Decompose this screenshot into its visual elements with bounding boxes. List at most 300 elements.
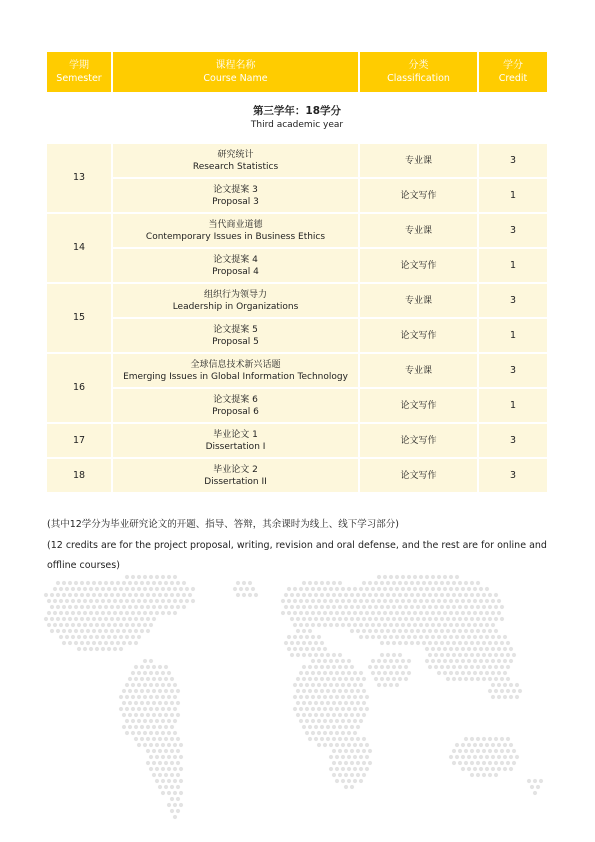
map-dot (302, 581, 306, 585)
map-dot (536, 785, 540, 789)
map-dot (356, 677, 360, 681)
map-dot (353, 707, 357, 711)
map-dot (314, 725, 318, 729)
map-dot (68, 605, 72, 609)
map-dot (350, 785, 354, 789)
map-dot (77, 587, 81, 591)
map-dot (491, 695, 495, 699)
map-dot (452, 665, 456, 669)
map-dot (326, 605, 330, 609)
map-dot (302, 593, 306, 597)
map-dot (377, 599, 381, 603)
map-dot (353, 587, 357, 591)
map-dot (167, 803, 171, 807)
course-classification: 论文写作 (360, 424, 479, 459)
map-dot (341, 719, 345, 723)
map-dot (353, 731, 357, 735)
map-dot (359, 587, 363, 591)
map-dot (533, 779, 537, 783)
map-dot (338, 653, 342, 657)
map-dot (176, 761, 180, 765)
map-dot (311, 647, 315, 651)
course-name-en: Proposal 5 (212, 336, 259, 347)
map-dot (323, 599, 327, 603)
map-dot (335, 719, 339, 723)
header-credit (479, 52, 547, 92)
course-classification: 专业课 (360, 214, 479, 249)
map-dot (182, 581, 186, 585)
map-dot (302, 725, 306, 729)
map-dot (101, 647, 105, 651)
course-name (113, 459, 360, 494)
map-dot (140, 605, 144, 609)
map-dot (293, 707, 297, 711)
map-dot (428, 641, 432, 645)
map-dot (452, 677, 456, 681)
map-dot (125, 683, 129, 687)
map-dot (320, 641, 324, 645)
map-dot (74, 617, 78, 621)
map-dot (434, 617, 438, 621)
map-dot (152, 713, 156, 717)
map-dot (470, 629, 474, 633)
course-name-zh: 论文提案 6 (213, 394, 258, 405)
map-dot (173, 719, 177, 723)
map-dot (161, 575, 165, 579)
map-dot (161, 731, 165, 735)
map-dot (407, 635, 411, 639)
map-dot (470, 665, 474, 669)
map-dot (143, 659, 147, 663)
map-dot (455, 587, 459, 591)
map-dot (470, 605, 474, 609)
map-dot (158, 701, 162, 705)
map-dot (425, 611, 429, 615)
map-dot (368, 617, 372, 621)
map-dot (137, 575, 141, 579)
map-dot (293, 611, 297, 615)
map-dot (299, 719, 303, 723)
map-dot (449, 635, 453, 639)
course-credit: 1 (479, 319, 547, 354)
map-dot (137, 623, 141, 627)
map-dot (497, 671, 501, 675)
map-dot (500, 689, 504, 693)
map-dot (77, 647, 81, 651)
map-dot (293, 587, 297, 591)
map-dot (152, 677, 156, 681)
map-dot (65, 635, 69, 639)
course-name-zh: 论文提案 5 (213, 324, 258, 335)
map-dot (500, 749, 504, 753)
map-dot (410, 629, 414, 633)
map-dot (467, 659, 471, 663)
map-dot (506, 677, 510, 681)
map-dot (389, 587, 393, 591)
map-dot (344, 713, 348, 717)
map-dot (176, 581, 180, 585)
map-dot (53, 611, 57, 615)
map-dot (338, 761, 342, 765)
map-dot (173, 575, 177, 579)
map-dot (62, 641, 66, 645)
map-dot (506, 641, 510, 645)
map-dot (56, 617, 60, 621)
course-name-zh: 组织行为领导力 (203, 289, 267, 300)
map-dot (170, 761, 174, 765)
map-dot (290, 617, 294, 621)
map-dot (464, 665, 468, 669)
map-dot (149, 623, 153, 627)
map-dot (488, 641, 492, 645)
map-dot (314, 701, 318, 705)
map-dot (491, 611, 495, 615)
map-dot (248, 581, 252, 585)
map-dot (497, 659, 501, 663)
map-dot (464, 593, 468, 597)
map-dot (386, 581, 390, 585)
map-dot (434, 629, 438, 633)
map-dot (398, 605, 402, 609)
map-dot (374, 593, 378, 597)
table-row (47, 424, 547, 459)
map-dot (152, 665, 156, 669)
map-dot (395, 635, 399, 639)
map-dot (350, 713, 354, 717)
map-dot (164, 713, 168, 717)
map-dot (398, 593, 402, 597)
map-dot (458, 641, 462, 645)
map-dot (152, 593, 156, 597)
map-dot (320, 725, 324, 729)
table-header-row (47, 52, 547, 92)
map-dot (500, 641, 504, 645)
map-dot (464, 653, 468, 657)
map-dot (146, 701, 150, 705)
map-dot (320, 689, 324, 693)
map-dot (161, 743, 165, 747)
map-dot (503, 659, 507, 663)
map-dot (398, 677, 402, 681)
map-dot (506, 737, 510, 741)
map-dot (68, 629, 72, 633)
map-dot (305, 623, 309, 627)
map-dot (347, 743, 351, 747)
map-dot (368, 605, 372, 609)
table-row (47, 144, 547, 179)
map-dot (341, 623, 345, 627)
map-dot (446, 653, 450, 657)
map-dot (83, 647, 87, 651)
map-dot (470, 773, 474, 777)
map-dot (107, 635, 111, 639)
map-dot (158, 749, 162, 753)
map-dot (491, 743, 495, 747)
map-dot (146, 629, 150, 633)
map-dot (323, 671, 327, 675)
map-dot (80, 593, 84, 597)
map-dot (299, 611, 303, 615)
map-dot (110, 629, 114, 633)
map-dot (323, 731, 327, 735)
map-dot (326, 737, 330, 741)
map-dot (359, 779, 363, 783)
map-dot (254, 593, 258, 597)
map-dot (341, 767, 345, 771)
map-dot (434, 653, 438, 657)
map-dot (371, 587, 375, 591)
map-dot (434, 665, 438, 669)
map-dot (287, 635, 291, 639)
map-dot (425, 635, 429, 639)
map-dot (326, 665, 330, 669)
map-dot (491, 755, 495, 759)
map-dot (377, 611, 381, 615)
map-dot (140, 593, 144, 597)
map-dot (512, 749, 516, 753)
map-dot (452, 749, 456, 753)
map-dot (134, 713, 138, 717)
map-dot (470, 593, 474, 597)
map-dot (356, 629, 360, 633)
map-dot (434, 593, 438, 597)
course-name (113, 284, 360, 319)
map-dot (158, 785, 162, 789)
credit-note-zh: (其中12学分为毕业研究论文的开题、指导、答辩，其余课时为线上、线下学习部分) (47, 519, 400, 530)
map-dot (338, 581, 342, 585)
map-dot (359, 743, 363, 747)
map-dot (302, 653, 306, 657)
map-dot (317, 659, 321, 663)
map-dot (326, 713, 330, 717)
course-name-zh: 研究统计 (217, 149, 254, 160)
map-dot (404, 629, 408, 633)
map-dot (137, 611, 141, 615)
map-dot (383, 683, 387, 687)
table-row (47, 249, 547, 284)
map-dot (419, 599, 423, 603)
map-dot (467, 755, 471, 759)
map-dot (149, 695, 153, 699)
map-dot (362, 617, 366, 621)
map-dot (437, 635, 441, 639)
map-dot (287, 647, 291, 651)
map-dot (146, 761, 150, 765)
map-dot (116, 593, 120, 597)
section-title (47, 92, 547, 144)
map-dot (311, 599, 315, 603)
map-dot (401, 611, 405, 615)
map-dot (446, 641, 450, 645)
map-dot (413, 623, 417, 627)
map-dot (500, 617, 504, 621)
map-dot (80, 581, 84, 585)
map-dot (443, 647, 447, 651)
map-dot (308, 725, 312, 729)
map-dot (350, 737, 354, 741)
map-dot (464, 749, 468, 753)
map-dot (395, 611, 399, 615)
map-dot (305, 647, 309, 651)
map-dot (434, 605, 438, 609)
map-dot (419, 587, 423, 591)
map-dot (440, 665, 444, 669)
map-dot (89, 599, 93, 603)
map-dot (506, 749, 510, 753)
map-dot (449, 575, 453, 579)
map-dot (425, 575, 429, 579)
map-dot (401, 599, 405, 603)
map-dot (308, 701, 312, 705)
map-dot (119, 611, 123, 615)
map-dot (473, 623, 477, 627)
map-dot (491, 647, 495, 651)
map-dot (152, 749, 156, 753)
map-dot (428, 605, 432, 609)
map-dot (101, 623, 105, 627)
map-dot (356, 689, 360, 693)
map-dot (140, 689, 144, 693)
map-dot (353, 671, 357, 675)
map-dot (359, 755, 363, 759)
map-dot (107, 599, 111, 603)
header-course-en: Course Name (203, 73, 268, 84)
map-dot (509, 755, 513, 759)
map-dot (155, 599, 159, 603)
map-dot (110, 641, 114, 645)
course-table (47, 52, 547, 494)
map-dot (344, 761, 348, 765)
map-dot (116, 605, 120, 609)
map-dot (347, 719, 351, 723)
map-dot (98, 593, 102, 597)
map-dot (80, 629, 84, 633)
map-dot (305, 599, 309, 603)
map-dot (410, 617, 414, 621)
map-dot (506, 761, 510, 765)
map-dot (500, 677, 504, 681)
map-dot (356, 593, 360, 597)
map-dot (494, 677, 498, 681)
map-dot (365, 755, 369, 759)
map-dot (437, 575, 441, 579)
map-dot (332, 701, 336, 705)
map-dot (131, 611, 135, 615)
map-dot (158, 665, 162, 669)
map-dot (290, 653, 294, 657)
course-classification: 论文写作 (360, 459, 479, 494)
map-dot (122, 701, 126, 705)
map-dot (512, 761, 516, 765)
map-dot (467, 743, 471, 747)
map-dot (395, 587, 399, 591)
map-dot (428, 629, 432, 633)
map-dot (161, 587, 165, 591)
map-dot (350, 617, 354, 621)
header-class-en: Classification (387, 73, 450, 84)
map-dot (146, 593, 150, 597)
map-dot (347, 623, 351, 627)
map-dot (509, 647, 513, 651)
map-dot (461, 599, 465, 603)
map-dot (473, 647, 477, 651)
map-dot (152, 737, 156, 741)
map-dot (347, 779, 351, 783)
map-dot (509, 695, 513, 699)
map-dot (155, 707, 159, 711)
map-dot (344, 725, 348, 729)
map-dot (242, 593, 246, 597)
map-dot (137, 683, 141, 687)
map-dot (365, 695, 369, 699)
map-dot (347, 695, 351, 699)
map-dot (497, 599, 501, 603)
map-dot (329, 755, 333, 759)
map-dot (482, 641, 486, 645)
map-dot (149, 683, 153, 687)
map-dot (368, 761, 372, 765)
map-dot (71, 599, 75, 603)
map-dot (329, 599, 333, 603)
map-dot (317, 683, 321, 687)
map-dot (167, 779, 171, 783)
map-dot (341, 743, 345, 747)
map-dot (95, 611, 99, 615)
map-dot (449, 755, 453, 759)
map-dot (485, 767, 489, 771)
map-dot (464, 581, 468, 585)
map-dot (323, 719, 327, 723)
map-dot (341, 611, 345, 615)
map-dot (314, 677, 318, 681)
map-dot (368, 593, 372, 597)
map-dot (170, 725, 174, 729)
map-dot (152, 701, 156, 705)
map-dot (191, 599, 195, 603)
map-dot (338, 605, 342, 609)
map-dot (494, 593, 498, 597)
course-name (113, 354, 360, 389)
course-classification: 专业课 (360, 144, 479, 179)
map-dot (86, 617, 90, 621)
map-dot (410, 641, 414, 645)
map-dot (119, 599, 123, 603)
map-dot (476, 749, 480, 753)
course-name-en: Proposal 3 (212, 196, 259, 207)
map-dot (380, 593, 384, 597)
map-dot (428, 653, 432, 657)
map-dot (173, 683, 177, 687)
header-credit-en: Credit (498, 73, 528, 84)
map-dot (104, 605, 108, 609)
map-dot (365, 611, 369, 615)
map-dot (305, 731, 309, 735)
map-dot (407, 659, 411, 663)
map-dot (398, 617, 402, 621)
credit-note-en: (12 credits are for the project proposal, writing, revision and oral defense, and the rest are for online and offline courses) (47, 540, 547, 571)
map-dot (380, 665, 384, 669)
map-dot (392, 581, 396, 585)
map-dot (65, 587, 69, 591)
map-dot (344, 773, 348, 777)
map-dot (332, 605, 336, 609)
map-dot (131, 707, 135, 711)
map-dot (479, 623, 483, 627)
map-dot (137, 587, 141, 591)
map-dot (422, 641, 426, 645)
map-dot (149, 587, 153, 591)
map-dot (59, 611, 63, 615)
